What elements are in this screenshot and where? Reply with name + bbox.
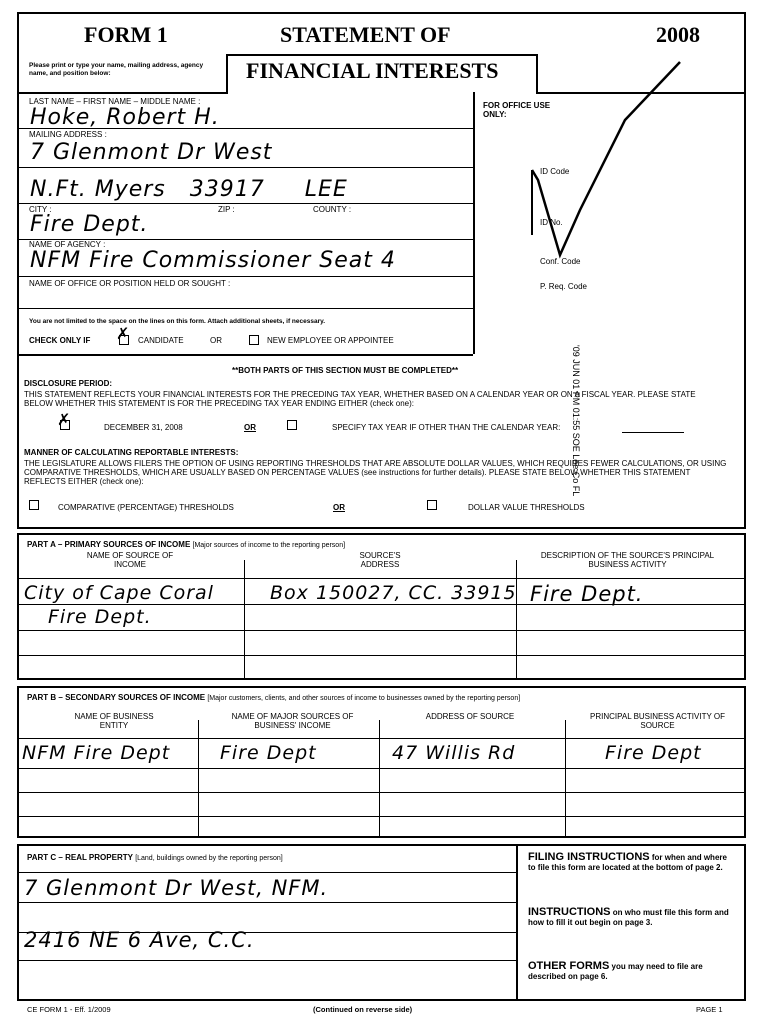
disclosure-period-text: THIS STATEMENT REFLECTS YOUR FINANCIAL INTERESTS FOR THE PRECEDING TAX YEAR, WHETHER BASED ON A CALENDAR YEAR OR ON A FISCAL YEAR. PLEASE STATE BELOW WHETHER THIS STATEMENT IS FOR THE PRECEDING TAX YEAR ENDING EITHER (check one): bbox=[24, 390, 696, 408]
new-employee-label: NEW EMPLOYEE OR APPOINTEE bbox=[267, 336, 394, 345]
part-c-subtitle: [Land, buildings owned by the reporting person] bbox=[135, 855, 283, 862]
title-line2: FINANCIAL INTERESTS bbox=[246, 58, 499, 83]
specify-checkbox[interactable] bbox=[287, 420, 297, 430]
instructions-text: on who must file this form and how to fill it out begin on page 3. bbox=[528, 908, 729, 927]
manner-title: MANNER OF CALCULATING REPORTABLE INTERESTS: bbox=[24, 448, 239, 457]
part-a-col2: SOURCE'S ADDRESS bbox=[359, 551, 401, 569]
part-a-heading bbox=[27, 540, 345, 550]
manner-or: OR bbox=[333, 503, 345, 512]
dollar-label: DOLLAR VALUE THRESHOLDS bbox=[468, 503, 585, 512]
city-label: CITY : bbox=[29, 205, 52, 214]
other-forms-title: OTHER FORMS bbox=[528, 960, 610, 972]
id-no-label: ID No. bbox=[540, 218, 563, 227]
filing-instructions-text: for when and where to file this form are located at the bottom of page 2. bbox=[528, 853, 727, 872]
part-a-row1-name2: Fire Dept. bbox=[48, 606, 152, 628]
office-checkmark-icon bbox=[520, 60, 720, 270]
office-use-divider bbox=[473, 92, 475, 354]
period-or: OR bbox=[244, 423, 256, 432]
part-c-title: PART C – REAL PROPERTY bbox=[27, 853, 133, 862]
footer-left: CE FORM 1 - Eff. 1/2009 bbox=[27, 1005, 111, 1014]
filing-instructions-title: FILING INSTRUCTIONS bbox=[528, 851, 650, 863]
part-c-line2: 2416 NE 6 Ave, C.C. bbox=[24, 928, 255, 952]
id-code-label: ID Code bbox=[540, 167, 570, 176]
form-label: FORM 1 bbox=[84, 22, 168, 47]
specify-label: SPECIFY TAX YEAR IF OTHER THAN THE CALENDAR YEAR: bbox=[332, 423, 561, 432]
part-b-row1-source: Fire Dept bbox=[220, 742, 317, 764]
conf-code-label: Conf. Code bbox=[540, 257, 581, 266]
part-a-col1: NAME OF SOURCE OF INCOME bbox=[86, 551, 174, 569]
city-line-value: N.Ft. Myers 33917 LEE bbox=[30, 177, 348, 202]
part-a-row1-name: City of Cape Coral bbox=[24, 582, 214, 604]
part-b-title: PART B – SECONDARY SOURCES OF INCOME bbox=[27, 693, 206, 702]
dec31-label: DECEMBER 31, 2008 bbox=[104, 423, 183, 432]
part-b-row1-entity: NFM Fire Dept bbox=[22, 742, 171, 764]
instructions-info bbox=[528, 907, 736, 928]
part-a-subtitle: [Major sources of income to the reporting person] bbox=[192, 542, 346, 549]
disclosure-period-title: DISCLOSURE PERIOD: bbox=[24, 379, 113, 388]
part-c-line1: 7 Glenmont Dr West, NFM. bbox=[24, 876, 329, 900]
dec31-checkmark: ✗ bbox=[57, 412, 71, 429]
both-parts-note: **BOTH PARTS OF THIS SECTION MUST BE COMPLETED** bbox=[232, 366, 459, 375]
agency-value: Fire Dept. bbox=[30, 212, 149, 237]
check-or: OR bbox=[210, 336, 222, 345]
part-b-subtitle: [Major customers, clients, and other sources of income to businesses owned by the reporting person] bbox=[207, 695, 521, 702]
office-use-title: FOR OFFICE USE ONLY: bbox=[483, 101, 551, 119]
county-label: COUNTY : bbox=[313, 205, 352, 214]
part-c-heading bbox=[27, 853, 283, 863]
footer-right: PAGE 1 bbox=[696, 1005, 723, 1014]
part-b-col2: NAME OF MAJOR SOURCES OF BUSINESS' INCOME bbox=[231, 712, 354, 730]
form-year: 2008 bbox=[656, 22, 700, 47]
part-b-col3: ADDRESS OF SOURCE bbox=[425, 712, 515, 721]
p-req-code-label: P. Req. Code bbox=[540, 282, 587, 291]
candidate-checkmark: ✗ bbox=[116, 326, 130, 343]
part-a-row1-address: Box 150027, CC. 33915 bbox=[270, 582, 517, 604]
footer-center: (Continued on reverse side) bbox=[313, 1005, 413, 1014]
part-b-row1-address: 47 Willis Rd bbox=[392, 742, 516, 764]
office-value: NFM Fire Commissioner Seat 4 bbox=[30, 248, 396, 273]
name-value: Hoke, Robert H. bbox=[30, 105, 220, 130]
name-label: LAST NAME – FIRST NAME – MIDDLE NAME : bbox=[29, 97, 201, 106]
instructions-title: INSTRUCTIONS bbox=[528, 906, 611, 918]
manner-text: THE LEGISLATURE ALLOWS FILERS THE OPTION OF USING REPORTING THRESHOLDS THAT ARE ABSOLUTE DOLLAR VALUES, WHICH REQUIRES FEWER CALCULATIONS, OR USING COMPARATIVE THRESHOLDS, WHICH ARE USUALLY BASED ON PERCENTAGE VALUES (see instructions for further details). PLEASE STATE BELOW WHETHER THIS STATEMENT REFLECTS EITHER (check one): bbox=[24, 459, 727, 486]
dollar-checkbox[interactable] bbox=[427, 500, 437, 510]
print-note: Please print or type your name, mailing address, agency name, and position below: bbox=[29, 62, 204, 77]
comparative-checkbox[interactable] bbox=[29, 500, 39, 510]
filing-instructions bbox=[528, 852, 736, 873]
other-forms-text: you may need to file are described on page 6. bbox=[528, 962, 703, 981]
other-forms bbox=[528, 961, 736, 982]
part-a-row1-desc: Fire Dept. bbox=[530, 582, 644, 606]
office-label: NAME OF OFFICE OR POSITION HELD OR SOUGHT : bbox=[29, 279, 231, 288]
received-stamp: '09 JUN 01 PM 01:55 SOE Lee Co FL bbox=[571, 345, 581, 497]
candidate-label: CANDIDATE bbox=[138, 336, 184, 345]
part-b-row1-activity: Fire Dept bbox=[605, 742, 702, 764]
zip-label: ZIP : bbox=[218, 205, 235, 214]
mailing-label: MAILING ADDRESS : bbox=[29, 130, 107, 139]
mailing-value: 7 Glenmont Dr West bbox=[30, 140, 273, 165]
header-divider bbox=[17, 92, 226, 94]
part-b-col1: NAME OF BUSINESS ENTITY bbox=[74, 712, 154, 730]
part-a-col3: DESCRIPTION OF THE SOURCE'S PRINCIPAL BUSINESS ACTIVITY bbox=[540, 551, 715, 569]
check-only-if: CHECK ONLY IF bbox=[29, 336, 91, 345]
title-line1: STATEMENT OF bbox=[280, 22, 451, 47]
new-employee-checkbox[interactable] bbox=[249, 335, 259, 345]
agency-label: NAME OF AGENCY : bbox=[29, 240, 106, 249]
part-b-heading bbox=[27, 693, 520, 703]
part-b-col4: PRINCIPAL BUSINESS ACTIVITY OF SOURCE bbox=[590, 712, 725, 730]
part-a-title: PART A – PRIMARY SOURCES OF INCOME bbox=[27, 540, 191, 549]
comparative-label: COMPARATIVE (PERCENTAGE) THRESHOLDS bbox=[58, 503, 234, 512]
not-limited-note: You are not limited to the space on the lines on this form. Attach additional sheets, if necessary. bbox=[29, 318, 326, 325]
